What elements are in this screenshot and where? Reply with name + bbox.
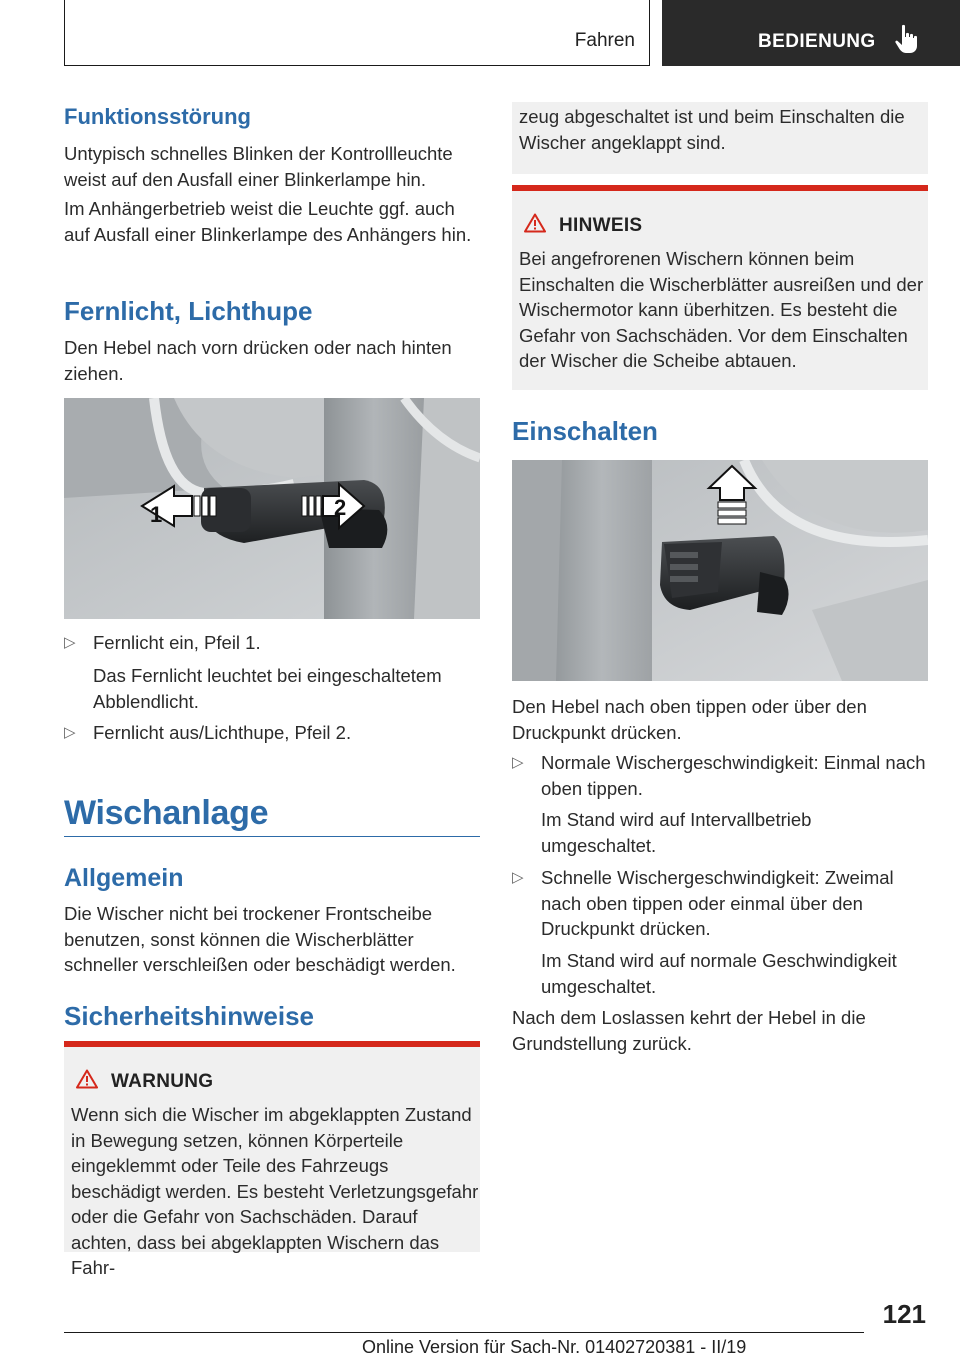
paragraph-fernlicht: Den Hebel nach vorn drücken oder nach hinten ziehen. bbox=[64, 337, 452, 384]
paragraph-funktionsstoerung-2: Im Anhängerbetrieb weist die Leuchte ggf. auch auf Ausfall einer Blinkerlampe des Anhängers hin. bbox=[64, 198, 472, 245]
figure-fernlicht-label-1: 1 bbox=[150, 502, 163, 527]
footer-text: Online Version für Sach-Nr. 01402720381 - II/19 bbox=[362, 1337, 747, 1357]
header-section-label: Fahren bbox=[574, 30, 635, 51]
list-item-text: Normale Wischergeschwindigkeit: Einmal nach oben tippen. bbox=[541, 752, 926, 799]
list-item-text: Fernlicht ein, Pfeil 1. bbox=[93, 632, 261, 653]
list-item-text: Schnelle Wischergeschwindigkeit: Zweimal nach oben tippen oder einmal über den Druckpunkt drücken. bbox=[541, 867, 894, 939]
list-item-subtext: Im Stand wird auf normale Geschwindigkeit umgeschaltet. bbox=[541, 950, 897, 997]
warning-title: WARNUNG bbox=[111, 1071, 214, 1092]
warning-box bbox=[64, 1041, 480, 1278]
page-number: 121 bbox=[882, 1299, 926, 1329]
header-frame bbox=[64, 0, 650, 66]
list-item-subtext: Das Fernlicht leuchtet bei eingeschaltetem Abblendlicht. bbox=[93, 665, 442, 712]
notice-bar bbox=[512, 185, 928, 191]
fernlicht-stalk-illustration bbox=[64, 398, 480, 619]
pointing-hand-icon bbox=[894, 24, 920, 54]
paragraph-einschalten: Den Hebel nach oben tippen oder über den Druckpunkt drücken. bbox=[512, 696, 867, 743]
heading-einschalten: Einschalten bbox=[512, 416, 658, 446]
triangle-bullet-icon: ▷ bbox=[512, 869, 524, 886]
triangle-bullet-icon: ▷ bbox=[64, 724, 76, 741]
warning-triangle-icon bbox=[524, 213, 546, 233]
heading-sicherheitshinweise: Sicherheitshinweise bbox=[64, 1001, 314, 1031]
header-chapter-label: BEDIENUNG bbox=[758, 31, 876, 52]
warning-bar bbox=[64, 1041, 480, 1047]
figure-einschalten-stalk bbox=[512, 460, 928, 681]
warning-body: Wenn sich die Wischer im abgeklappten Zustand in Bewegung setzen, können Körperteile eingeklemmt oder Teile des Fahrzeugs beschädigt werden. Es besteht Verletzungsgefahr oder die Gefahr von Sachschäden. Darauf achten, dass bei abgeklappten Wischern das Fahr- bbox=[71, 1104, 479, 1278]
figure-fernlicht-label-2: 2 bbox=[334, 495, 347, 520]
warning-body-continued: zeug abgeschaltet ist und beim Einschalten die Wischer angeklappt sind. bbox=[519, 106, 905, 153]
triangle-bullet-icon: ▷ bbox=[64, 634, 76, 651]
warning-box-continued bbox=[512, 102, 928, 174]
triangle-bullet-icon: ▷ bbox=[512, 754, 524, 771]
paragraph-allgemein: Die Wischer nicht bei trockener Frontscheibe benutzen, sonst können die Wischerblätter schneller verschleißen oder beschädigt werden. bbox=[64, 903, 456, 975]
einschalten-stalk-illustration bbox=[512, 460, 928, 681]
footer-rule bbox=[64, 1332, 864, 1333]
chapter-heading-rule bbox=[64, 836, 480, 837]
list-item-text: Fernlicht aus/Lichthupe, Pfeil 2. bbox=[93, 722, 352, 743]
warning-triangle-icon bbox=[76, 1069, 98, 1089]
header-chapter-tab bbox=[662, 0, 960, 66]
notice-body: Bei angefrorenen Wischern können beim Einschalten die Wischerblätter ausreißen und der Wischermotor kann überhitzen. Es besteht die Gefahr von Sachschäden. Vor dem Einschalten der Wischer die Scheibe abtauen. bbox=[519, 248, 924, 371]
chapter-heading-wischanlage: Wischanlage bbox=[64, 794, 269, 832]
list-item-subtext: Im Stand wird auf Intervallbetrieb umgeschaltet. bbox=[541, 809, 812, 856]
notice-title: HINWEIS bbox=[559, 215, 643, 236]
heading-fernlicht: Fernlicht, Lichthupe bbox=[64, 296, 313, 326]
heading-funktionsstoerung: Funktionsstörung bbox=[64, 104, 251, 129]
paragraph-funktionsstoerung-1: Untypisch schnelles Blinken der Kontrollleuchte weist auf den Ausfall einer Blinkerlampe hin. bbox=[64, 143, 453, 190]
paragraph-einschalten-2: Nach dem Loslassen kehrt der Hebel in die Grundstellung zurück. bbox=[512, 1007, 866, 1054]
heading-allgemein: Allgemein bbox=[64, 864, 184, 892]
figure-fernlicht-stalk bbox=[64, 398, 480, 619]
notice-box bbox=[512, 185, 928, 390]
